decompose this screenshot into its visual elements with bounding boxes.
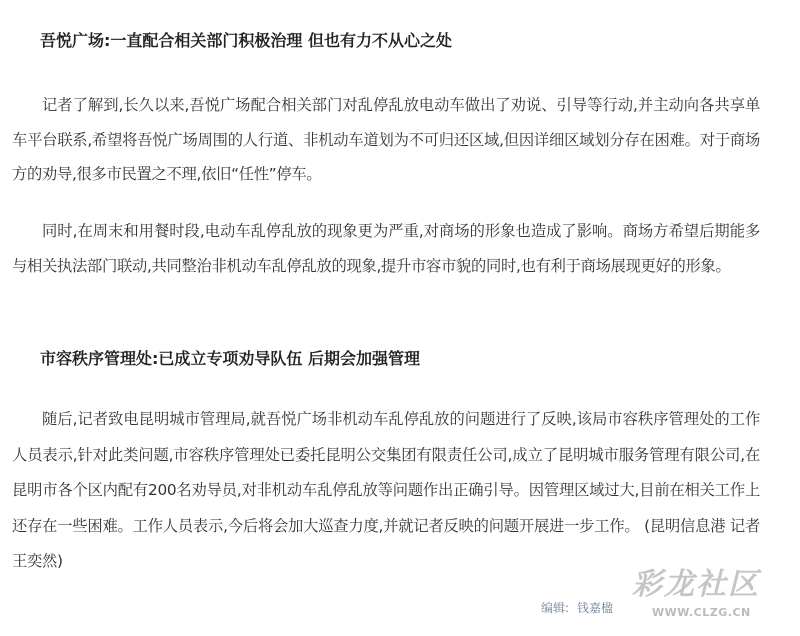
- editor-credit: [541, 600, 613, 616]
- watermark-logo: 彩龙社区: [632, 567, 760, 602]
- article-paragraph: 记者了解到,长久以来,吾悦广场配合相关部门对乱停乱放电动车做出了劝说、引导等行动,并主动向各共享单车平台联系,希望将吾悦广场周围的人行道、非机动车道划为不可归还区域,但因详细区域划分存在困难。对于商场方的劝导,很多市民置之不理,依旧“任性”停车。: [12, 96, 760, 183]
- section-heading-city-management: 市容秩序管理处:已成立专项劝导队伍 后期会加强管理: [40, 349, 420, 368]
- watermark-url: WWW.CLZG.CN: [652, 606, 751, 619]
- editor-label: 编辑:: [541, 601, 570, 615]
- article-paragraph: 随后,记者致电昆明城市管理局,就吾悦广场非机动车乱停乱放的问题进行了反映,该局市容秩序管理处的工作人员表示,针对此类问题,市容秩序管理处已委托昆明公交集团有限责任公司,成立了昆明城市服务管理有限公司,在昆明市各个区内配有200名劝导员,对非机动车乱停乱放等问题作出正确引导。因管理区域过大,目前在相关工作上还存在一些困难。工作人员表示,今后将会加大巡查力度,并就记者反映的问题开展进一步工作。 (昆明信息港 记者王奕然): [12, 410, 760, 570]
- section-heading-wuyue-plaza: 吾悦广场:一直配合相关部门积极治理 但也有力不从心之处: [40, 31, 452, 50]
- editor-name: 钱嘉楹: [577, 601, 614, 615]
- site-watermark: [632, 568, 782, 628]
- article-paragraph: 同时,在周末和用餐时段,电动车乱停乱放的现象更为严重,对商场的形象也造成了影响。商场方希望后期能多与相关执法部门联动,共同整治非机动车乱停乱放的现象,提升市容市貌的同时,也有利于商场展现更好的形象。: [12, 222, 760, 275]
